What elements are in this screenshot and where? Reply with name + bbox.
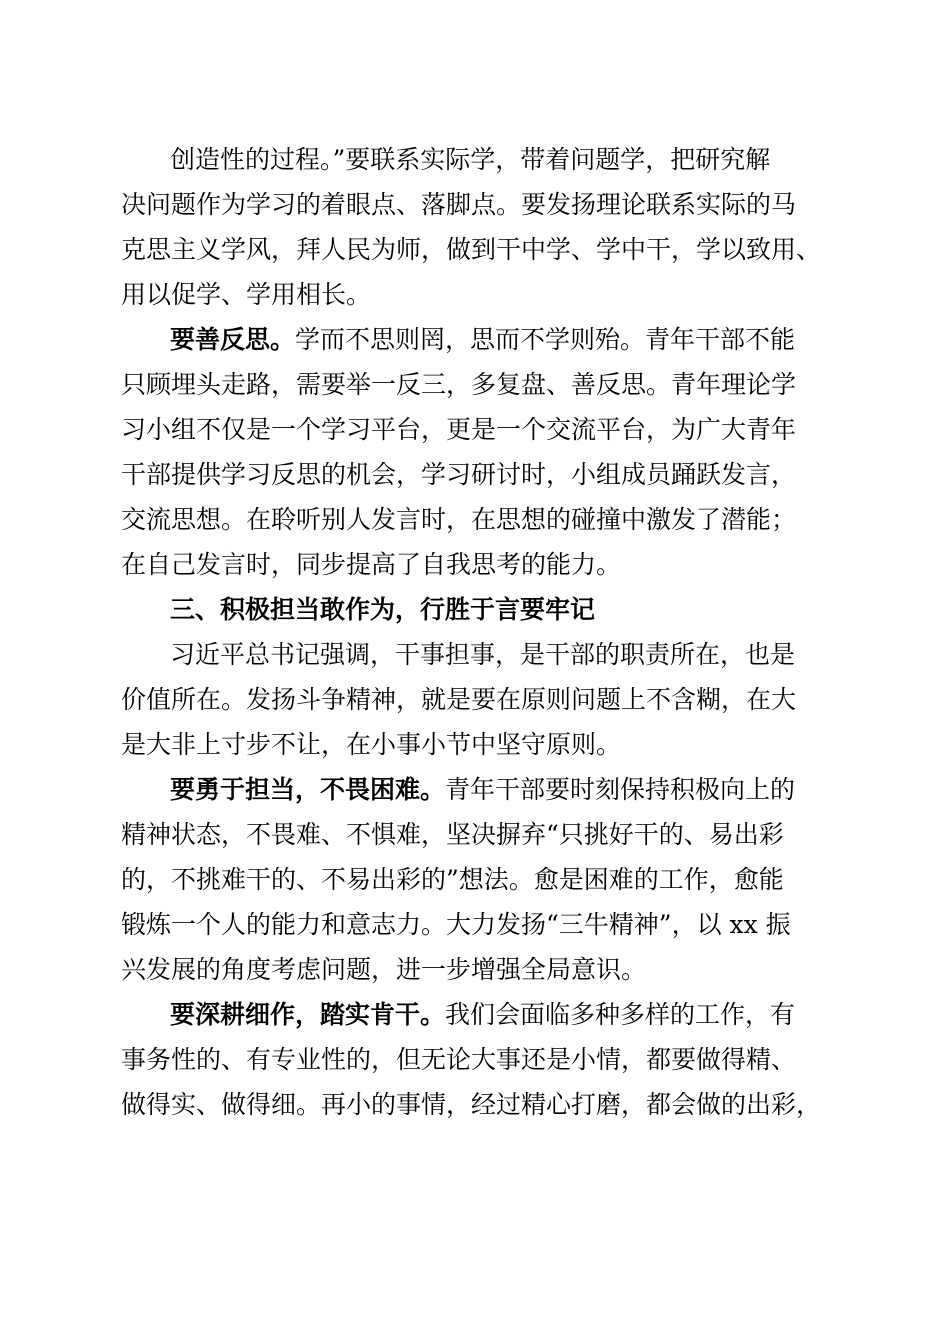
paragraph-2-line-3: 习小组不仅是一个学习平台，更是一个交流平台，为广大青年 bbox=[121, 415, 797, 444]
paragraph-1-line-4: 用以促学、学用相长。 bbox=[121, 280, 372, 309]
paragraph-4-line-3: 的，不挑难干的、不易出彩的”想法。愈是困难的工作，愈能 bbox=[121, 865, 784, 894]
paragraph-2-lead: 要善反思。 bbox=[170, 325, 296, 354]
paragraph-1-line-1: 创造性的过程。”要联系实际学，带着问题学，把研究解 bbox=[170, 145, 771, 174]
paragraph-3-line-1: 习近平总书记强调，干事担事，是干部的职责所在，也是 bbox=[170, 640, 796, 669]
paragraph-5-line-1-rest: 我们会面临多种多样的工作，有 bbox=[445, 1000, 796, 1029]
paragraph-4-line-5: 兴发展的角度考虑问题，进一步增强全局意识。 bbox=[121, 955, 647, 984]
paragraph-3-line-3: 是大非上寸步不让，在小事小节中坚守原则。 bbox=[121, 730, 622, 759]
paragraph-2-line-6: 在自己发言时，同步提高了自我思考的能力。 bbox=[121, 550, 622, 579]
paragraph-2-line-1 bbox=[170, 322, 795, 358]
paragraph-5-line-2: 事务性的、有专业性的，但无论大事还是小情，都要做得精、 bbox=[121, 1045, 797, 1074]
paragraph-5-line-1 bbox=[170, 997, 795, 1033]
paragraph-5-line-3: 做得实、做得细。再小的事情，经过精心打磨，都会做的出彩， bbox=[121, 1090, 822, 1119]
paragraph-2-line-4: 干部提供学习反思的机会，学习研讨时，小组成员踊跃发言， bbox=[121, 460, 797, 489]
paragraph-1-line-2: 决问题作为学习的着眼点、落脚点。要发扬理论联系实际的马 bbox=[121, 190, 797, 219]
paragraph-2-line-2: 只顾埋头走路，需要举一反三，多复盘、善反思。青年理论学 bbox=[121, 370, 797, 399]
paragraph-3-line-2: 价值所在。发扬斗争精神，就是要在原则问题上不含糊，在大 bbox=[121, 685, 797, 714]
paragraph-2-line-1-rest: 学而不思则罔，思而不学则殆。青年干部不能 bbox=[295, 325, 796, 354]
paragraph-4-lead: 要勇于担当，不畏困难。 bbox=[170, 775, 446, 804]
paragraph-5-lead: 要深耕细作，踏实肯干。 bbox=[170, 1000, 446, 1029]
section-heading-3: 三、积极担当敢作为，行胜于言要牢记 bbox=[170, 595, 596, 624]
paragraph-4-line-1 bbox=[170, 772, 795, 808]
paragraph-4-line-4: 锻炼一个人的能力和意志力。大力发扬“三牛精神”，以 xx 振 bbox=[121, 910, 791, 939]
paragraph-4-line-1-rest: 青年干部要时刻保持积极向上的 bbox=[445, 775, 796, 804]
paragraph-4-line-2: 精神状态，不畏难、不惧难，坚决摒弃“只挑好干的、易出彩 bbox=[121, 820, 784, 849]
paragraph-1-line-3: 克思主义学风，拜人民为师，做到干中学、学中干，学以致用、 bbox=[121, 235, 822, 264]
paragraph-2-line-5: 交流思想。在聆听别人发言时，在思想的碰撞中激发了潜能； bbox=[121, 505, 797, 534]
